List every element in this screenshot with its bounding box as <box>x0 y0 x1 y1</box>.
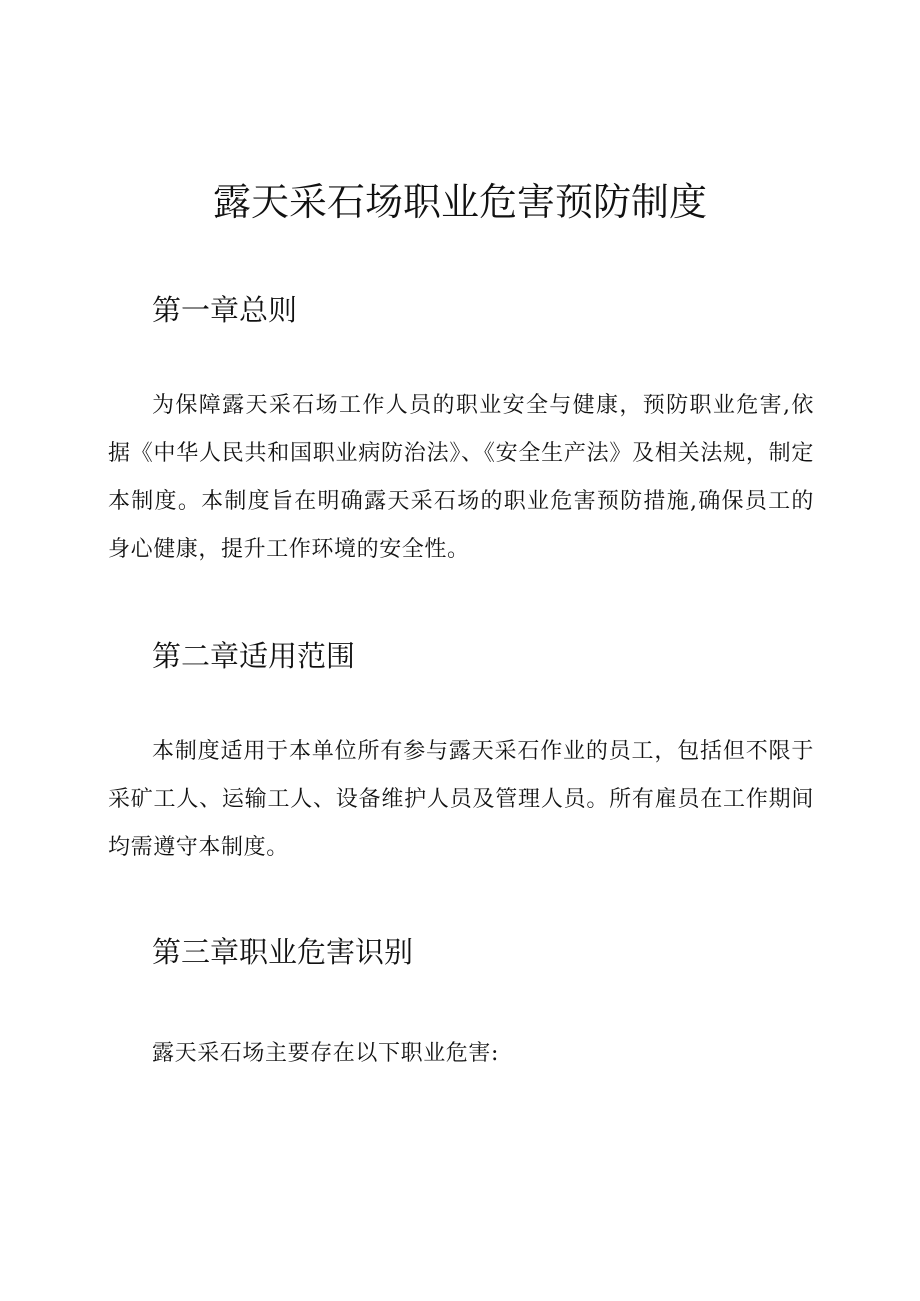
chapter-3-heading: 第三章职业危害识别 <box>152 935 414 969</box>
chapter-3-paragraph: 露天采石场主要存在以下职业危害: <box>152 1041 500 1066</box>
chapter-2-heading: 第二章适用范围 <box>152 639 356 673</box>
chapter-2-paragraph: 本制度适用于本单位所有参与露天采石作业的员工，包括但不限于采矿工人、运输工人、设备维护人员及管理人员。所有雇员在工作期间均需遵守本制度。 <box>108 739 814 860</box>
chapter-1-heading: 第一章总则 <box>152 293 298 327</box>
chapter-1-paragraph: 为保障露天采石场工作人员的职业安全与健康，预防职业危害,依据《中华人民共和国职业病防治法》、《安全生产法》及相关法规，制定本制度。本制度旨在明确露天采石场的职业危害预防措施,确保员工的身心健康，提升工作环境的安全性。 <box>108 393 814 562</box>
document-title: 露天采石场职业危害预防制度 <box>212 180 707 224</box>
